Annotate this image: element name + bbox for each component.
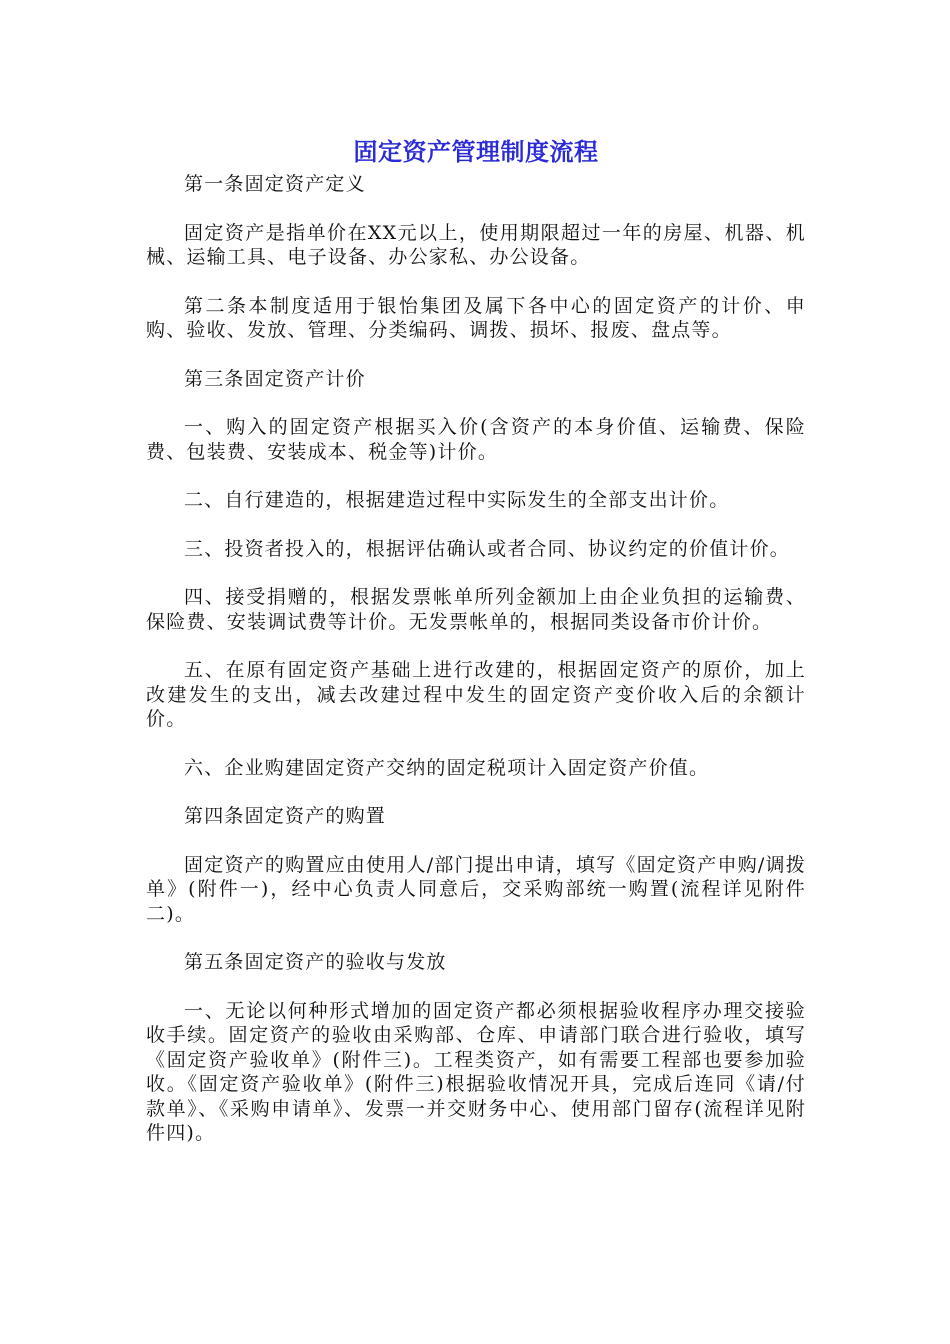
article-3-item-4: 四、接受捐赠的，根据发票帐单所列金额加上由企业负担的运输费、保险费、安装调试费等计价。无发票帐单的，根据同类设备市价计价。: [146, 586, 806, 633]
article-3-item-6: 六、企业购建固定资产交纳的固定税项计入固定资产价值。: [184, 756, 710, 779]
article-5-heading: 第五条固定资产的验收与发放: [184, 951, 447, 973]
article-3-item-3: 三、投资者投入的，根据评估确认或者合同、协议约定的价值计价。: [184, 537, 791, 560]
article-4-body: 固定资产的购置应由使用人/部门提出申请，填写《固定资产申购/调拨单》(附件一)，经中心负责人同意后，交采购部统一购置(流程详见附件二)。: [146, 853, 806, 925]
article-4-heading: 第四条固定资产的购置: [184, 805, 387, 827]
article-1-body: 固定资产是指单价在XX元以上，使用期限超过一年的房屋、机器、机械、运输工具、电子设备、办公家私、办公设备。: [146, 221, 806, 268]
document-title: 固定资产管理制度流程: [353, 138, 599, 166]
article-3-item-5: 五、在原有固定资产基础上进行改建的，根据固定资产的原价，加上改建发生的支出，减去改建过程中发生的固定资产变价收入后的余额计价。: [146, 659, 806, 730]
article-3-item-1: 一、购入的固定资产根据买入价(含资产的本身价值、运输费、保险费、包装费、安装成本、税金等)计价。: [146, 416, 806, 463]
article-5-item-1: 一、无论以何种形式增加的固定资产都必须根据验收程序办理交接验收手续。固定资产的验收由采购部、仓库、申请部门联合进行验收，填写《固定资产验收单》(附件三)。工程类资产，如有需要工程部也要参加验收。《固定资产验收单》(附件三)根据验收情况开具，完成后连同《请/付款单》、《采购申请单》、发票一并交财务中心、使用部门留存(流程详见附件四)。: [146, 999, 806, 1144]
article-1-heading: 第一条固定资产定义: [184, 173, 366, 195]
article-2-body: 第二条本制度适用于银怡集团及属下各中心的固定资产的计价、申购、验收、发放、管理、分类编码、调拨、损坏、报废、盘点等。: [146, 294, 806, 341]
article-3-item-2: 二、自行建造的，根据建造过程中实际发生的全部支出计价。: [184, 489, 730, 511]
article-3-heading: 第三条固定资产计价: [184, 367, 366, 390]
